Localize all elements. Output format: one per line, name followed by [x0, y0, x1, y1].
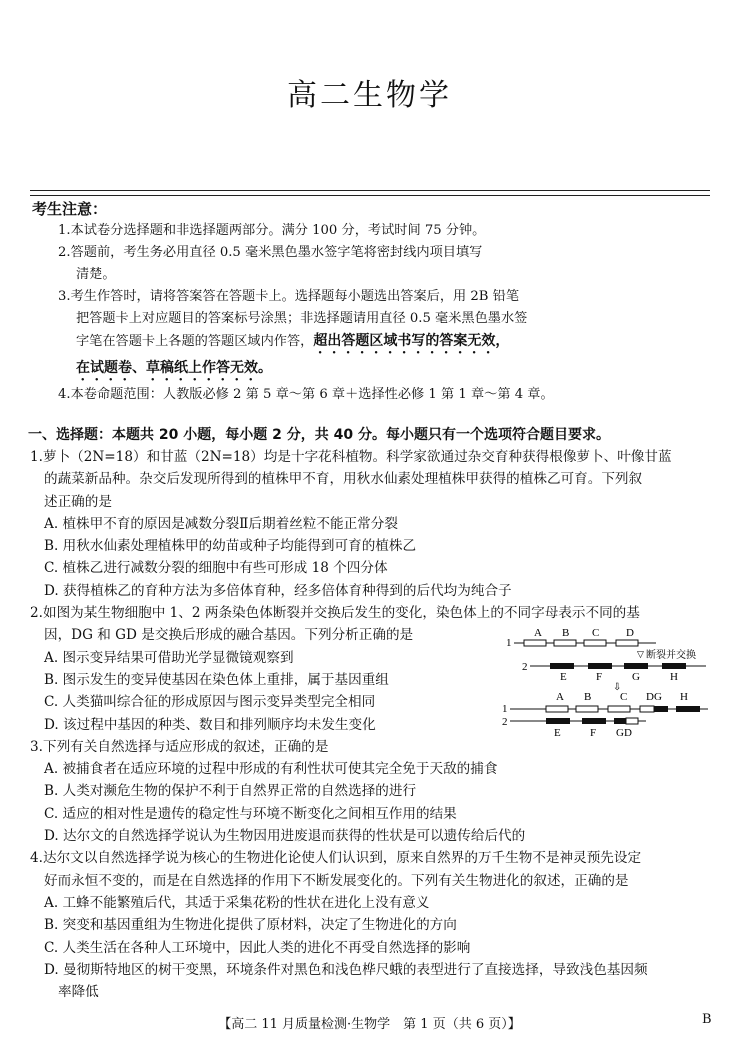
gene-label: D — [626, 627, 634, 639]
option-c: C. 植株乙进行减数分裂的细胞中有些可形成 18 个四分体 — [44, 560, 388, 577]
notice-item: 4.本卷命题范围：人教版必修 2 第 5 章～第 6 章＋选择性必修 1 第 1 章～第 4 章。 — [58, 387, 554, 402]
option-a: A. 被捕食者在适应环境的过程中形成的有利性状可使其完全免于天敌的捕食 — [44, 761, 498, 778]
gene-block — [588, 663, 612, 669]
gene-block — [582, 718, 606, 724]
notice-item: 3.考生作答时，请将答案答在答题卡上。选择题每小题选出答案后，用 2B 铅笔 — [58, 289, 520, 304]
gene-block — [654, 706, 668, 712]
option-c: C. 适应的相对性是遗传的稳定性与环境不断变化之间相互作用的结果 — [44, 805, 457, 822]
header-divider — [30, 190, 710, 196]
chromosome-number: 1 — [506, 637, 512, 649]
notice-item: 把答题卡上对应题目的答案标号涂黑；非选择题请用直径 0.5 毫米黑色墨水签 — [76, 311, 528, 326]
question-stem: 2.如图为某生物细胞中 1、2 两条染色体断裂并交换后发生的变化，染色体上的不同字母表示不同的基 — [30, 605, 640, 622]
gene-block — [546, 718, 570, 724]
gene-label: C — [620, 691, 628, 703]
chromosome-diagram — [496, 624, 718, 740]
gene-block — [640, 706, 654, 712]
gene-block — [662, 663, 686, 669]
gene-label: G — [632, 671, 640, 683]
question-stem: 3.下列有关自然选择与适应形成的叙述，正确的是 — [30, 738, 329, 755]
gene-block — [554, 640, 576, 646]
page-footer: 【高二 11 月质量检测·生物学 第 1 页（共 6 页）】 — [218, 1017, 521, 1032]
notice-list — [58, 220, 598, 406]
notice-emphasis: 在试题卷、草稿纸上作答无效。 — [76, 360, 272, 376]
gene-label: E — [554, 727, 561, 739]
chromosome-number: 2 — [502, 716, 508, 728]
gene-label: A — [556, 691, 564, 703]
option-d-continued: 率降低 — [58, 984, 99, 1001]
section-heading: 一、选择题：本题共 20 小题，每小题 2 分，共 40 分。每小题只有一个选项符合题目要求。 — [28, 427, 610, 443]
gene-label: B — [562, 627, 570, 639]
gene-block — [576, 706, 598, 712]
notice-item: 1.本试卷分选择题和非选择题两部分。满分 100 分，考试时间 75 分钟。 — [58, 223, 486, 238]
gene-label: F — [590, 727, 597, 739]
gene-block — [524, 640, 546, 646]
notice-item — [58, 330, 598, 357]
notice-item: 清楚。 — [76, 267, 116, 282]
option-d: D. 达尔文的自然选择学说认为生物因用进废退而获得的性状是可以遗传给后代的 — [44, 828, 526, 845]
notice-heading: 考生注意： — [32, 200, 108, 218]
gene-block — [626, 718, 638, 724]
notice-emphasis: 超出答题区域书写的答案无效， — [313, 333, 510, 349]
option-b: B. 人类对濒危生物的保护不利于自然界正常的自然选择的进行 — [44, 783, 417, 800]
gene-label: A — [534, 627, 542, 639]
option-a: A. 图示变异结果可借助光学显微镜观察到 — [44, 649, 294, 666]
gene-label: F — [596, 671, 603, 683]
gene-block — [546, 706, 568, 712]
notice-item: 2.答题前，考生务必用直径 0.5 毫米黑色墨水签字笔将密封线内项目填写 — [58, 245, 483, 260]
gene-block — [550, 663, 574, 669]
gene-block — [616, 640, 638, 646]
gene-label: C — [592, 627, 600, 639]
question-stem: 1.萝卜（2N=18）和甘蓝（2N=18）均是十字花科植物。科学家欲通过杂交育种获得根像萝卜、叶像甘蓝 — [30, 449, 672, 465]
version-label: B — [702, 1012, 712, 1027]
gene-block — [614, 718, 626, 724]
chromosome-number: 1 — [502, 703, 508, 715]
gene-label: E — [560, 671, 567, 683]
option-c: C. 人类生活在各种人工环境中，因此人类的进化不再受自然选择的影响 — [44, 939, 471, 956]
page-title: 高二生物学 — [287, 78, 452, 113]
gene-label: B — [584, 691, 592, 703]
option-b: B. 用秋水仙素处理植株甲的幼苗或种子均能得到可育的植株乙 — [44, 538, 417, 555]
option-a: A. 植株甲不育的原因是减数分裂Ⅱ后期着丝粒不能正常分裂 — [44, 515, 398, 532]
question-stem: 因，DG 和 GD 是交换后形成的融合基因。下列分析正确的是 — [44, 627, 414, 644]
question-stem: 的蔬菜新品种。杂交后发现所得到的植株甲不育，用秋水仙素处理植株甲获得的植株乙可育。下列叙 — [44, 471, 643, 488]
arrow-icon: ▽ — [637, 649, 644, 659]
question-stem: 述正确的是 — [44, 493, 112, 510]
gene-label: H — [680, 691, 688, 703]
gene-label: DG — [646, 691, 662, 703]
gene-block — [624, 663, 648, 669]
option-a: A. 工蜂不能繁殖后代，其适于采集花粉的性状在进化上没有意义 — [44, 894, 430, 911]
gene-label: GD — [616, 727, 632, 739]
option-b: B. 图示发生的变异使基因在染色体上重排，属于基因重组 — [44, 671, 389, 688]
gene-block — [584, 640, 606, 646]
down-arrow-icon: ⇩ — [613, 682, 622, 693]
question-stem: 4.达尔文以自然选择学说为核心的生物进化论使人们认识到，原来自然界的万千生物不是神灵预先设定 — [30, 850, 642, 867]
gene-block — [676, 706, 700, 712]
notice-item-text: 字笔在答题卡上各题的答题区域内作答， — [76, 334, 314, 349]
option-b: B. 突变和基因重组为生物进化提供了原材料，决定了生物进化的方向 — [44, 917, 457, 934]
question-stem: 好而永恒不变的，而是在自然选择的作用下不断发展变化的。下列有关生物进化的叙述，正确的是 — [44, 872, 629, 889]
event-label: 断裂并交换 — [646, 650, 696, 661]
gene-label: H — [670, 671, 678, 683]
option-d: D. 该过程中基因的种类、数目和排列顺序均未发生变化 — [44, 716, 376, 733]
chromosome-number: 2 — [522, 661, 528, 673]
gene-block — [608, 706, 630, 712]
option-d: D. 获得植株乙的育种方法为多倍体育种，经多倍体育种得到的后代均为纯合子 — [44, 582, 512, 599]
option-c: C. 人类猫叫综合征的形成原因与图示变异类型完全相同 — [44, 694, 376, 711]
option-d: D. 曼彻斯特地区的树干变黑，环境条件对黑色和浅色桦尺蛾的表型进行了直接选择，导致浅色基因频 — [44, 961, 648, 978]
